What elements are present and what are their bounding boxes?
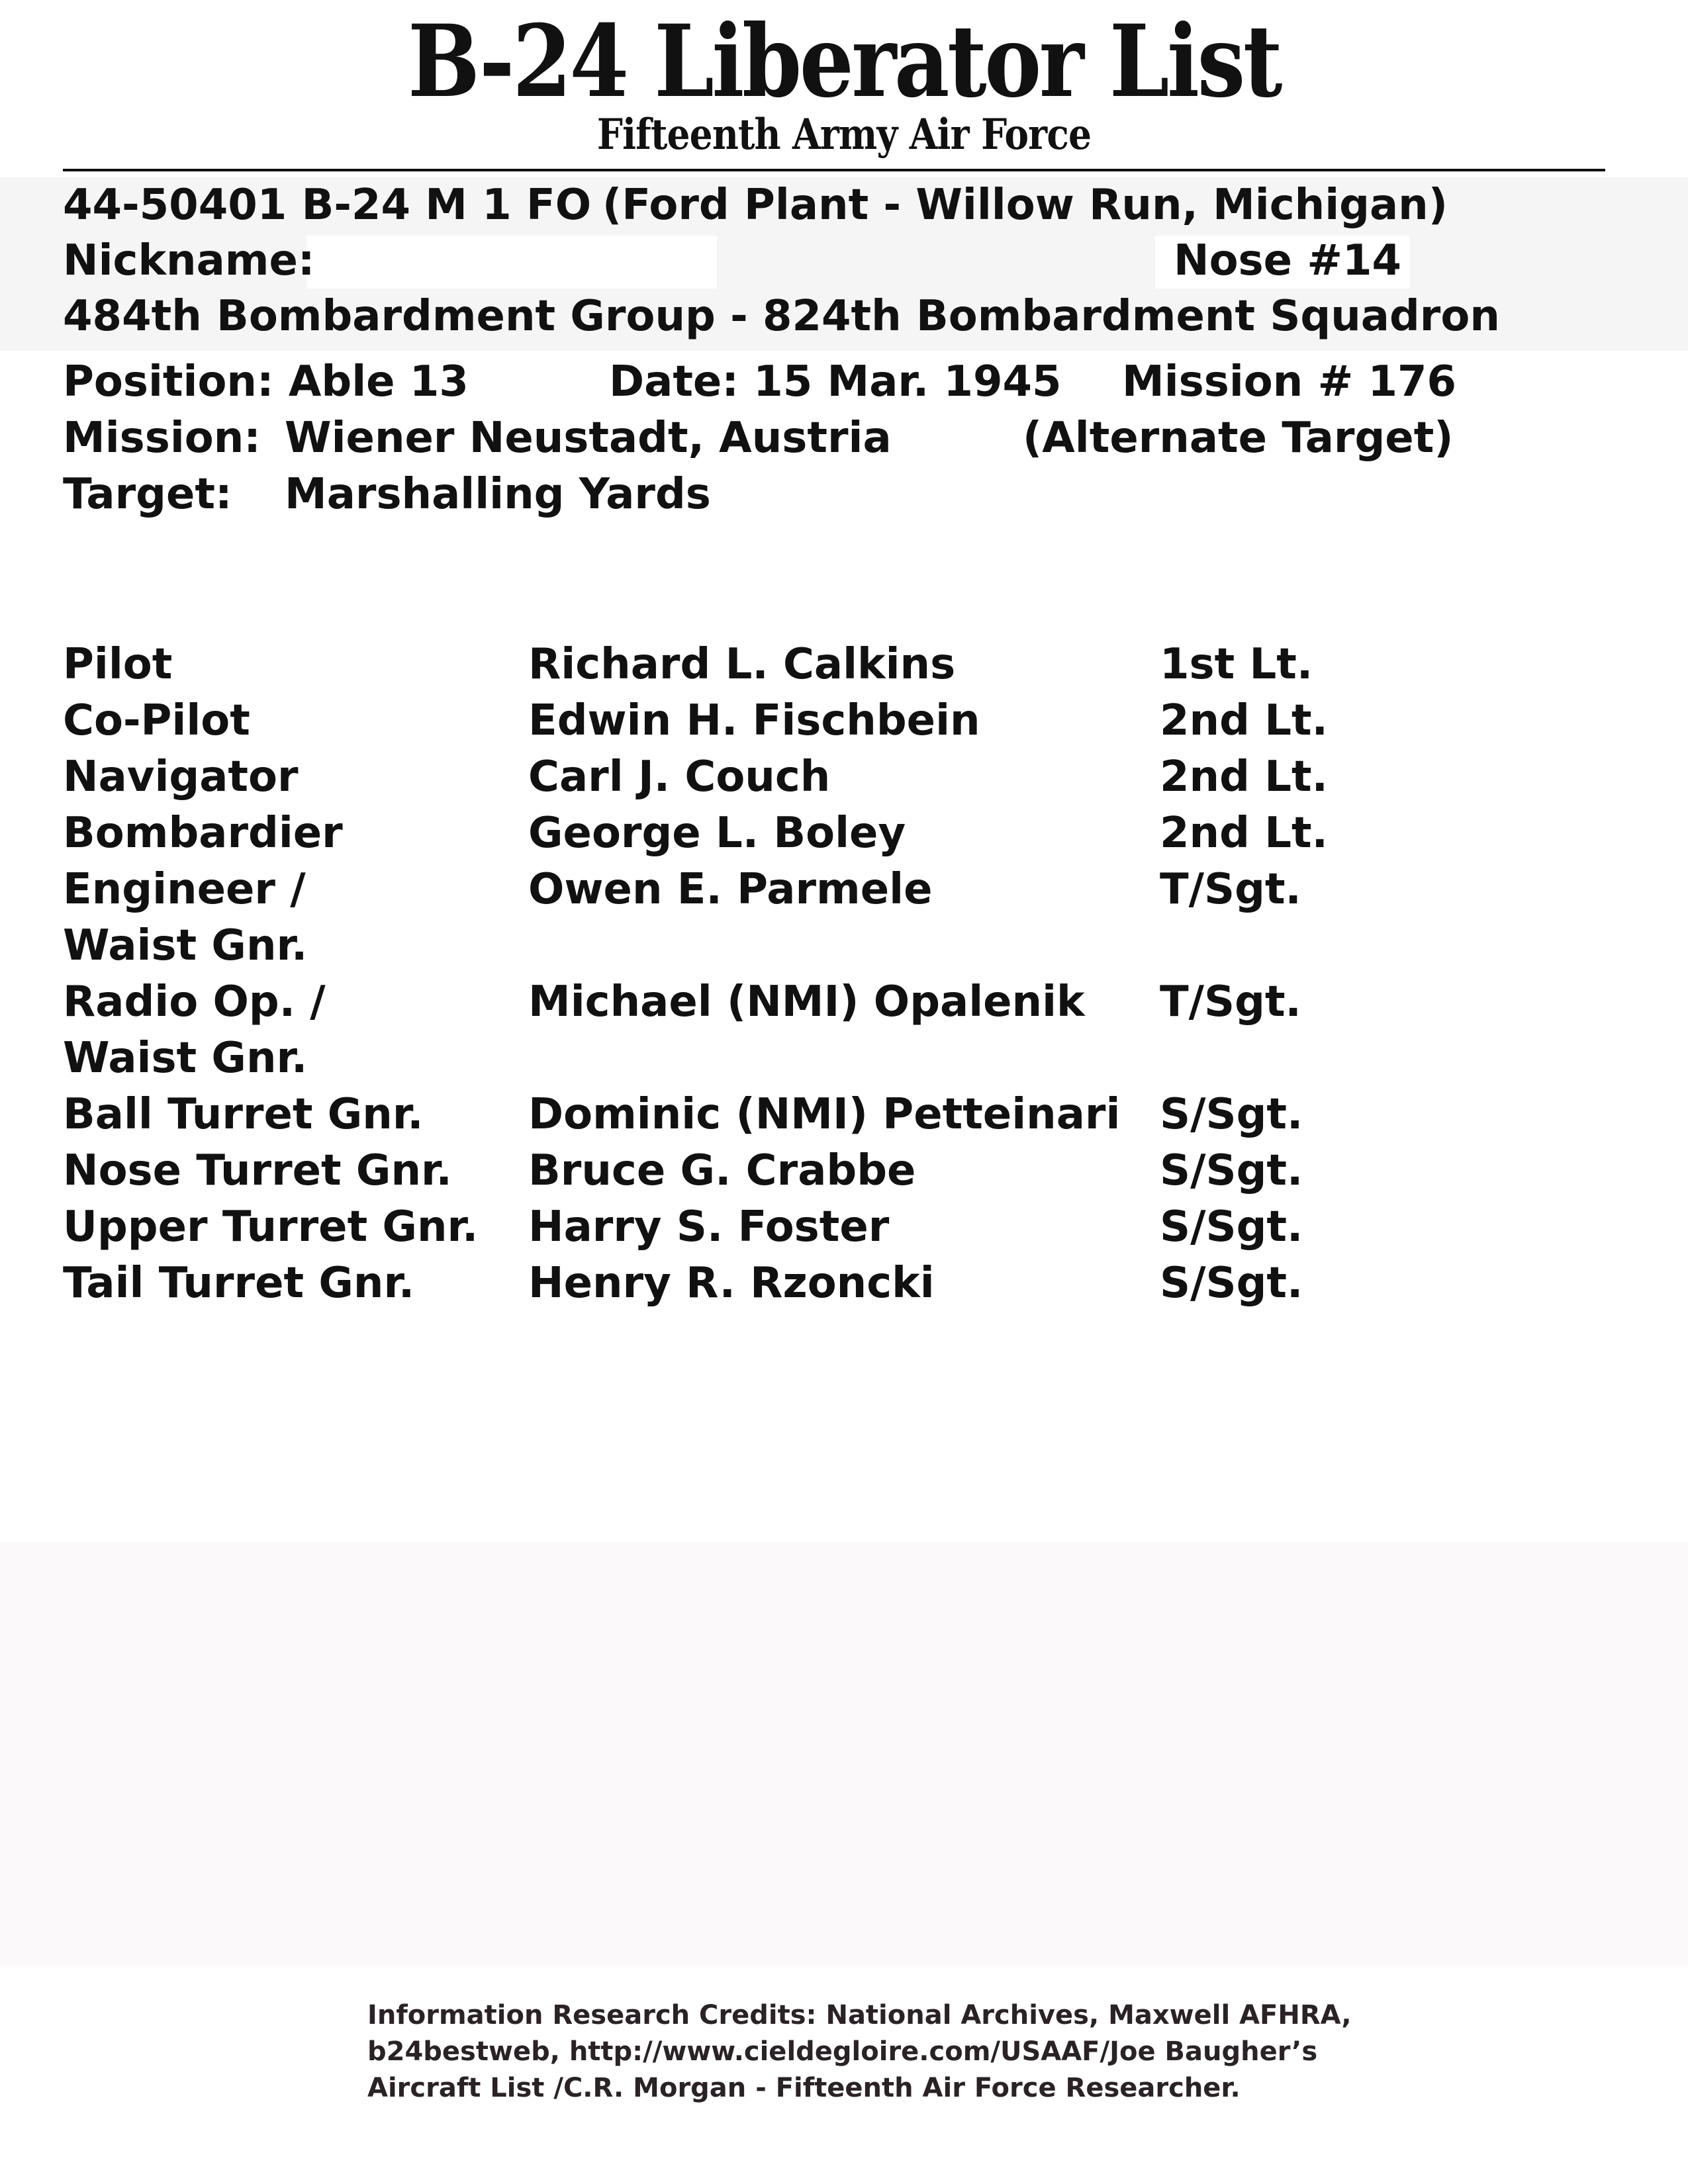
crew-name: Henry R. Rzoncki [528, 1259, 935, 1308]
mission-label: Mission: [63, 414, 261, 463]
crew-name: Dominic (NMI) Petteinari [528, 1090, 1121, 1139]
position-line: Position: Able 13 [63, 357, 469, 406]
crew-role-continued: Waist Gnr. [63, 921, 308, 970]
crew-role: Pilot [63, 640, 173, 689]
crew-rank: 1st Lt. [1160, 640, 1313, 689]
crew-rank: S/Sgt. [1160, 1146, 1303, 1195]
crew-role: Upper Turret Gnr. [63, 1203, 479, 1251]
credits-line: b24bestweb, http://www.cieldegloire.com/USAAF/Joe Baugher’s [367, 2036, 1318, 2067]
crew-rank: S/Sgt. [1160, 1259, 1303, 1308]
mission-number: Mission # 176 [1122, 357, 1457, 406]
target-value: Marshalling Yards [285, 470, 711, 519]
nose-number: Nose #14 [1174, 236, 1401, 285]
target-label: Target: [63, 470, 232, 519]
crew-role: Co-Pilot [63, 696, 250, 745]
crew-rank: 2nd Lt. [1160, 696, 1328, 745]
crew-role-continued: Waist Gnr. [63, 1034, 308, 1083]
unit-line: 484th Bombardment Group - 824th Bombardment Squadron [63, 292, 1500, 341]
page-subtitle: Fifteenth Army Air Force [596, 110, 1092, 159]
crew-name: Michael (NMI) Opalenik [528, 978, 1085, 1026]
crew-rank: S/Sgt. [1160, 1203, 1303, 1251]
crew-name: Edwin H. Fischbein [528, 696, 980, 745]
crew-name: Owen E. Parmele [528, 865, 933, 914]
mission-date: Date: 15 Mar. 1945 [609, 357, 1062, 406]
crew-rank: T/Sgt. [1160, 865, 1301, 914]
crew-role: Nose Turret Gnr. [63, 1146, 452, 1195]
nickname-blank-field [306, 236, 717, 289]
alternate-target-note: (Alternate Target) [1023, 414, 1454, 463]
crew-rank: T/Sgt. [1160, 978, 1301, 1026]
aircraft-serial: 44-50401 B-24 M 1 FO [63, 181, 592, 230]
crew-name: George L. Boley [528, 809, 906, 858]
crew-role: Engineer / [63, 865, 306, 914]
crew-name: Bruce G. Crabbe [528, 1146, 916, 1195]
crew-name: Harry S. Foster [528, 1203, 890, 1251]
crew-role: Ball Turret Gnr. [63, 1090, 424, 1139]
title-divider [63, 169, 1605, 171]
nickname-label: Nickname: [63, 236, 315, 285]
crew-role: Tail Turret Gnr. [63, 1259, 415, 1308]
credits-line: Information Research Credits: National Archives, Maxwell AFHRA, [367, 2000, 1352, 2030]
crew-name: Richard L. Calkins [528, 640, 956, 689]
crew-name: Carl J. Couch [528, 752, 831, 801]
crew-role: Bombardier [63, 809, 343, 858]
page-title: B-24 Liberator List [407, 3, 1280, 120]
crew-role: Radio Op. / [63, 978, 326, 1026]
crew-rank: S/Sgt. [1160, 1090, 1303, 1139]
aircraft-plant: (Ford Plant - Willow Run, Michigan) [602, 181, 1448, 230]
crew-rank: 2nd Lt. [1160, 809, 1328, 858]
crew-role: Navigator [63, 752, 299, 801]
blank-notes-area [0, 1542, 1688, 1966]
crew-rank: 2nd Lt. [1160, 752, 1328, 801]
credits-line: Aircraft List /C.R. Morgan - Fifteenth Air Force Researcher. [367, 2073, 1241, 2103]
mission-value: Wiener Neustadt, Austria [285, 414, 892, 463]
